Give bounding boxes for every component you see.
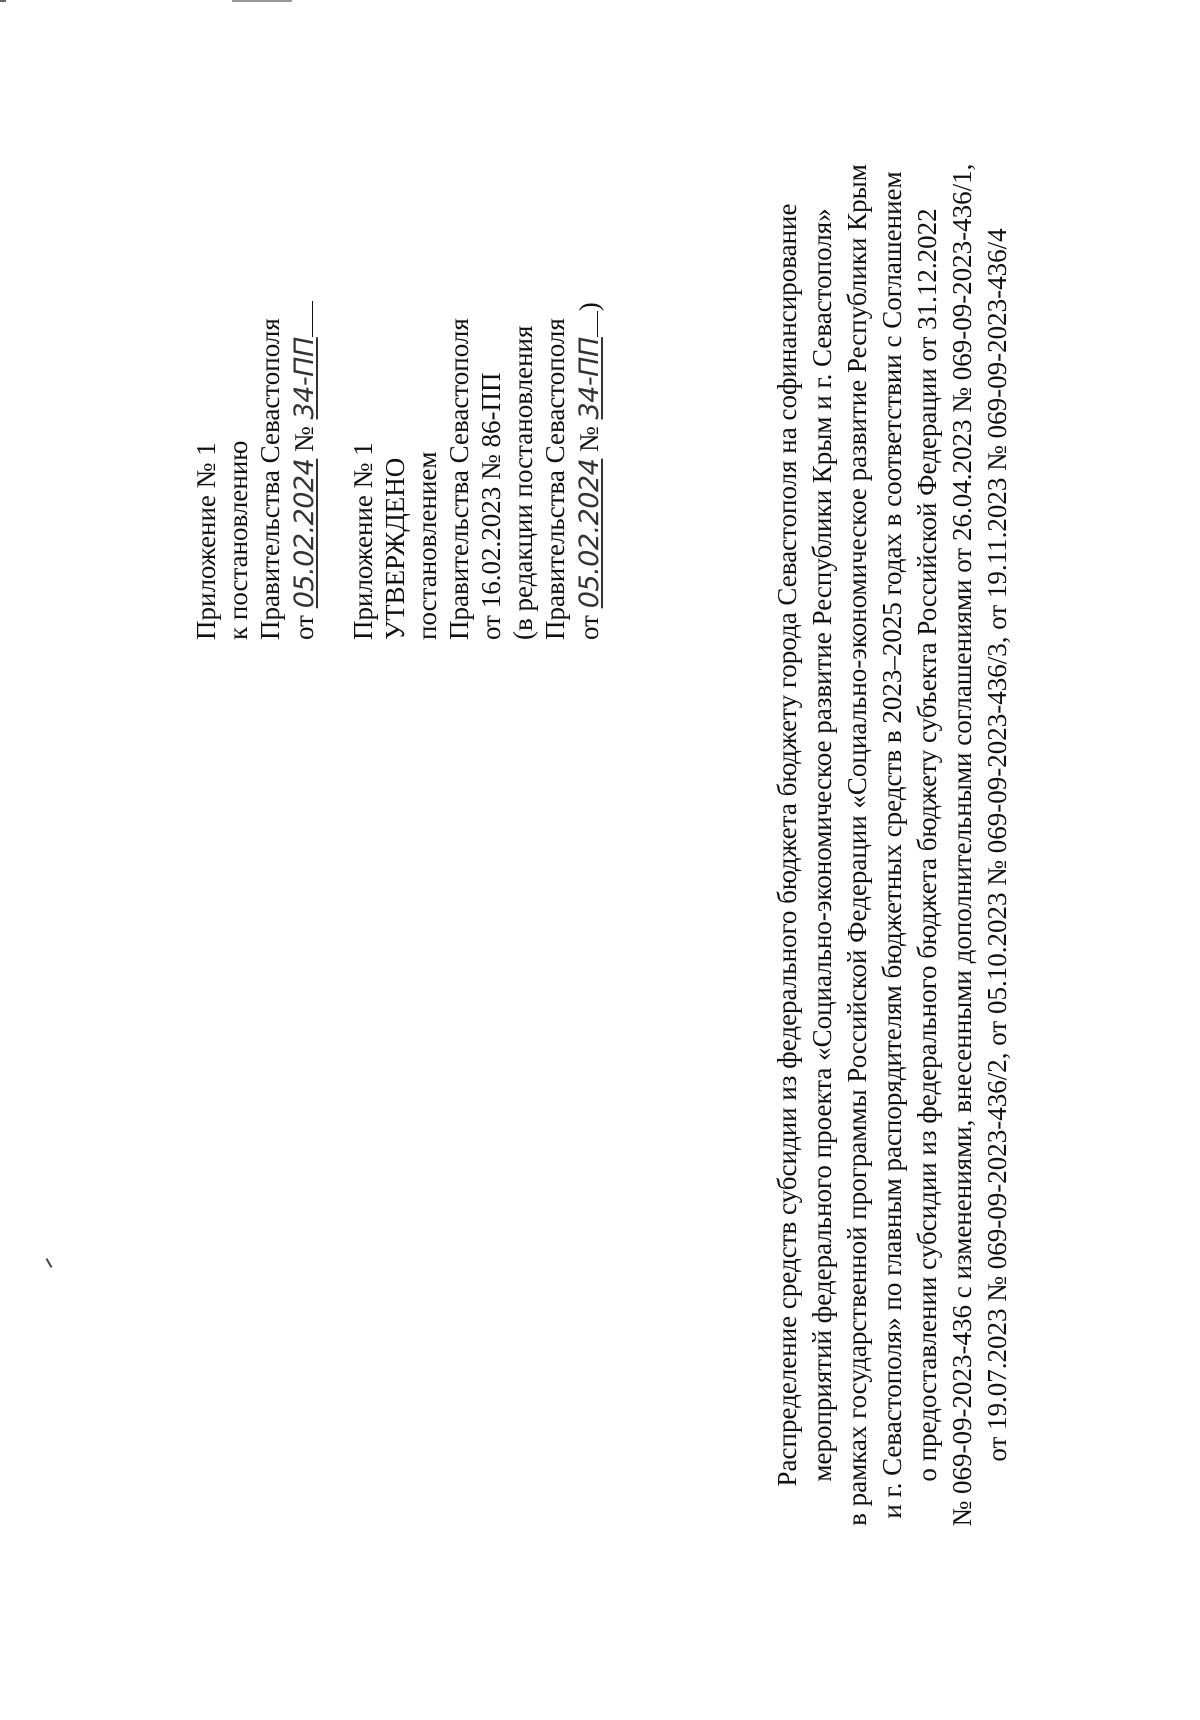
heading-line-1: Распределение средств субсидии из федерального бюджета бюджету города Севастополя на софинансирование xyxy=(772,203,802,1487)
underline-blank xyxy=(286,301,313,337)
scan-edge-mark-top xyxy=(232,0,292,2)
handwritten-date: 05.02.2024 xyxy=(289,458,320,609)
government-label: Правительства Севастополя xyxy=(255,318,285,640)
government-label-2: Правительства Севастополя xyxy=(444,318,474,640)
approved-label: УТВЕРЖДЕНО xyxy=(380,457,410,640)
handwritten-date-2: 05.02.2024 xyxy=(574,458,605,609)
heading-line-6: № 069-09-2023-436 с изменениями, внесенными дополнительными соглашениями от 26.04.2023 № 069-09-2023-436/1, xyxy=(947,163,977,1527)
underline-blank-2 xyxy=(571,311,598,337)
heading-line-2: мероприятий федерального проекта «Социально-экономическое развитие Республики Крым и г. Севастополя» xyxy=(807,208,837,1482)
government-label-3: Правительства Севастополя xyxy=(540,318,570,640)
to-resolution-label: к постановлению xyxy=(223,440,253,640)
scan-edge-mark xyxy=(0,0,6,2)
document-heading xyxy=(770,60,1015,1630)
approval-stamp-block xyxy=(190,301,606,640)
edition-note: (в редакции постановления xyxy=(508,325,538,640)
from-prefix: от xyxy=(289,615,319,640)
resolution-date-number xyxy=(286,301,321,640)
heading-line-4: и г. Севастополя» по главным распорядителям бюджетных средств в 2023–2025 годах в соответствии с Соглашением xyxy=(877,171,907,1519)
heading-line-7: от 19.07.2023 № 069-09-2023-436/2, от 05.10.2023 № 069-09-2023-436/3, от 19.11.2023 № 069-09-2023-436/4 xyxy=(982,228,1012,1462)
closing-paren: ) xyxy=(574,302,604,312)
handwritten-number-2: 34-ПП xyxy=(574,337,605,420)
heading-line-5: о предоставлении субсидии из федерального бюджета бюджету субъекта Российской Федерации от 31.12.2022 xyxy=(912,208,942,1482)
number-prefix: № xyxy=(289,426,319,452)
appendix-label-2: Приложение № 1 xyxy=(348,442,378,640)
from-prefix-2: от xyxy=(574,615,604,640)
handwritten-number: 34-ПП xyxy=(289,337,320,420)
number-prefix-2: № xyxy=(574,426,604,452)
by-resolution-label: постановлением xyxy=(412,451,442,640)
edition-date-number xyxy=(571,301,606,640)
appendix-label: Приложение № 1 xyxy=(191,442,221,640)
original-resolution-ref: от 16.02.2023 № 86-ПП xyxy=(476,372,506,640)
heading-line-3: в рамках государственной программы Российской Федерации «Социально-экономическое развитие Республики Крым xyxy=(842,164,872,1526)
